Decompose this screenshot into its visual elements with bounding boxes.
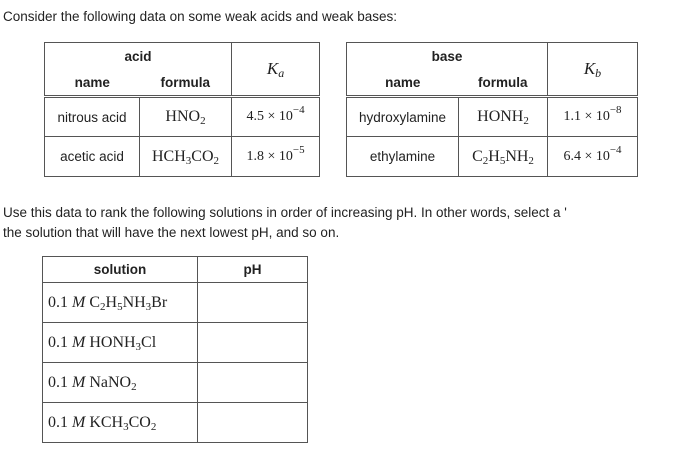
solution-row	[43, 363, 308, 403]
kb-value-cell: $1.1 \times 10^{-8}$	[548, 97, 638, 137]
ph-rank-cell[interactable]	[198, 363, 308, 403]
solution-cell: 0.1 M $KCH_3CO_2$	[43, 403, 198, 443]
acid-row-acetic	[45, 137, 320, 177]
ph-rank-cell[interactable]	[198, 283, 308, 323]
base-formula-cell: $C_2H_5NH_2$	[459, 137, 548, 177]
acid-name-cell: acetic acid	[45, 137, 140, 177]
solution-row	[43, 283, 308, 323]
acid-formula-header: formula	[140, 70, 232, 97]
acid-formula-cell: $HCH_3CO_2$	[140, 137, 232, 177]
ph-rank-cell[interactable]	[198, 323, 308, 363]
base-table	[346, 42, 638, 177]
acid-name-cell: nitrous acid	[45, 97, 140, 137]
acid-group-header: acid	[45, 43, 232, 70]
solution-row	[43, 323, 308, 363]
solution-row	[43, 403, 308, 443]
base-name-cell: hydroxylamine	[347, 97, 459, 137]
ka-header: $K_a$	[232, 43, 320, 97]
solution-header: solution	[43, 257, 198, 283]
ph-header: pH	[198, 257, 308, 283]
instructions-line-1: Use this data to rank the following solutions in order of increasing pH. In other words, select a '	[3, 205, 567, 220]
base-group-header: base	[347, 43, 548, 70]
solution-cell: 0.1 M $HONH_3Cl$	[43, 323, 198, 363]
solution-cell: 0.1 M NaNO$_2$	[43, 363, 198, 403]
instructions-line-2: the solution that will have the next lowest pH, and so on.	[3, 225, 340, 240]
base-formula-header: formula	[459, 70, 548, 97]
solution-table	[42, 256, 308, 443]
base-row-ethylamine	[347, 137, 638, 177]
base-row-hydroxylamine	[347, 97, 638, 137]
kb-header: $K_b$	[548, 43, 638, 97]
acid-row-nitrous	[45, 97, 320, 137]
ka-value-cell: $1.8 \times 10^{-5}$	[232, 137, 320, 177]
acid-formula-cell: $HNO_2$	[140, 97, 232, 137]
base-name-cell: ethylamine	[347, 137, 459, 177]
base-formula-cell: $HONH_2$	[459, 97, 548, 137]
solution-cell: 0.1 M $C_2H_5NH_3Br$	[43, 283, 198, 323]
ka-value-cell: $4.5 \times 10^{-4}$	[232, 97, 320, 137]
acid-table	[44, 42, 320, 177]
acid-name-header: name	[45, 70, 140, 97]
kb-value-cell: $6.4 \times 10^{-4}$	[548, 137, 638, 177]
ph-rank-cell[interactable]	[198, 403, 308, 443]
intro-text: Consider the following data on some weak acids and weak bases:	[3, 9, 397, 24]
base-name-header: name	[347, 70, 459, 97]
